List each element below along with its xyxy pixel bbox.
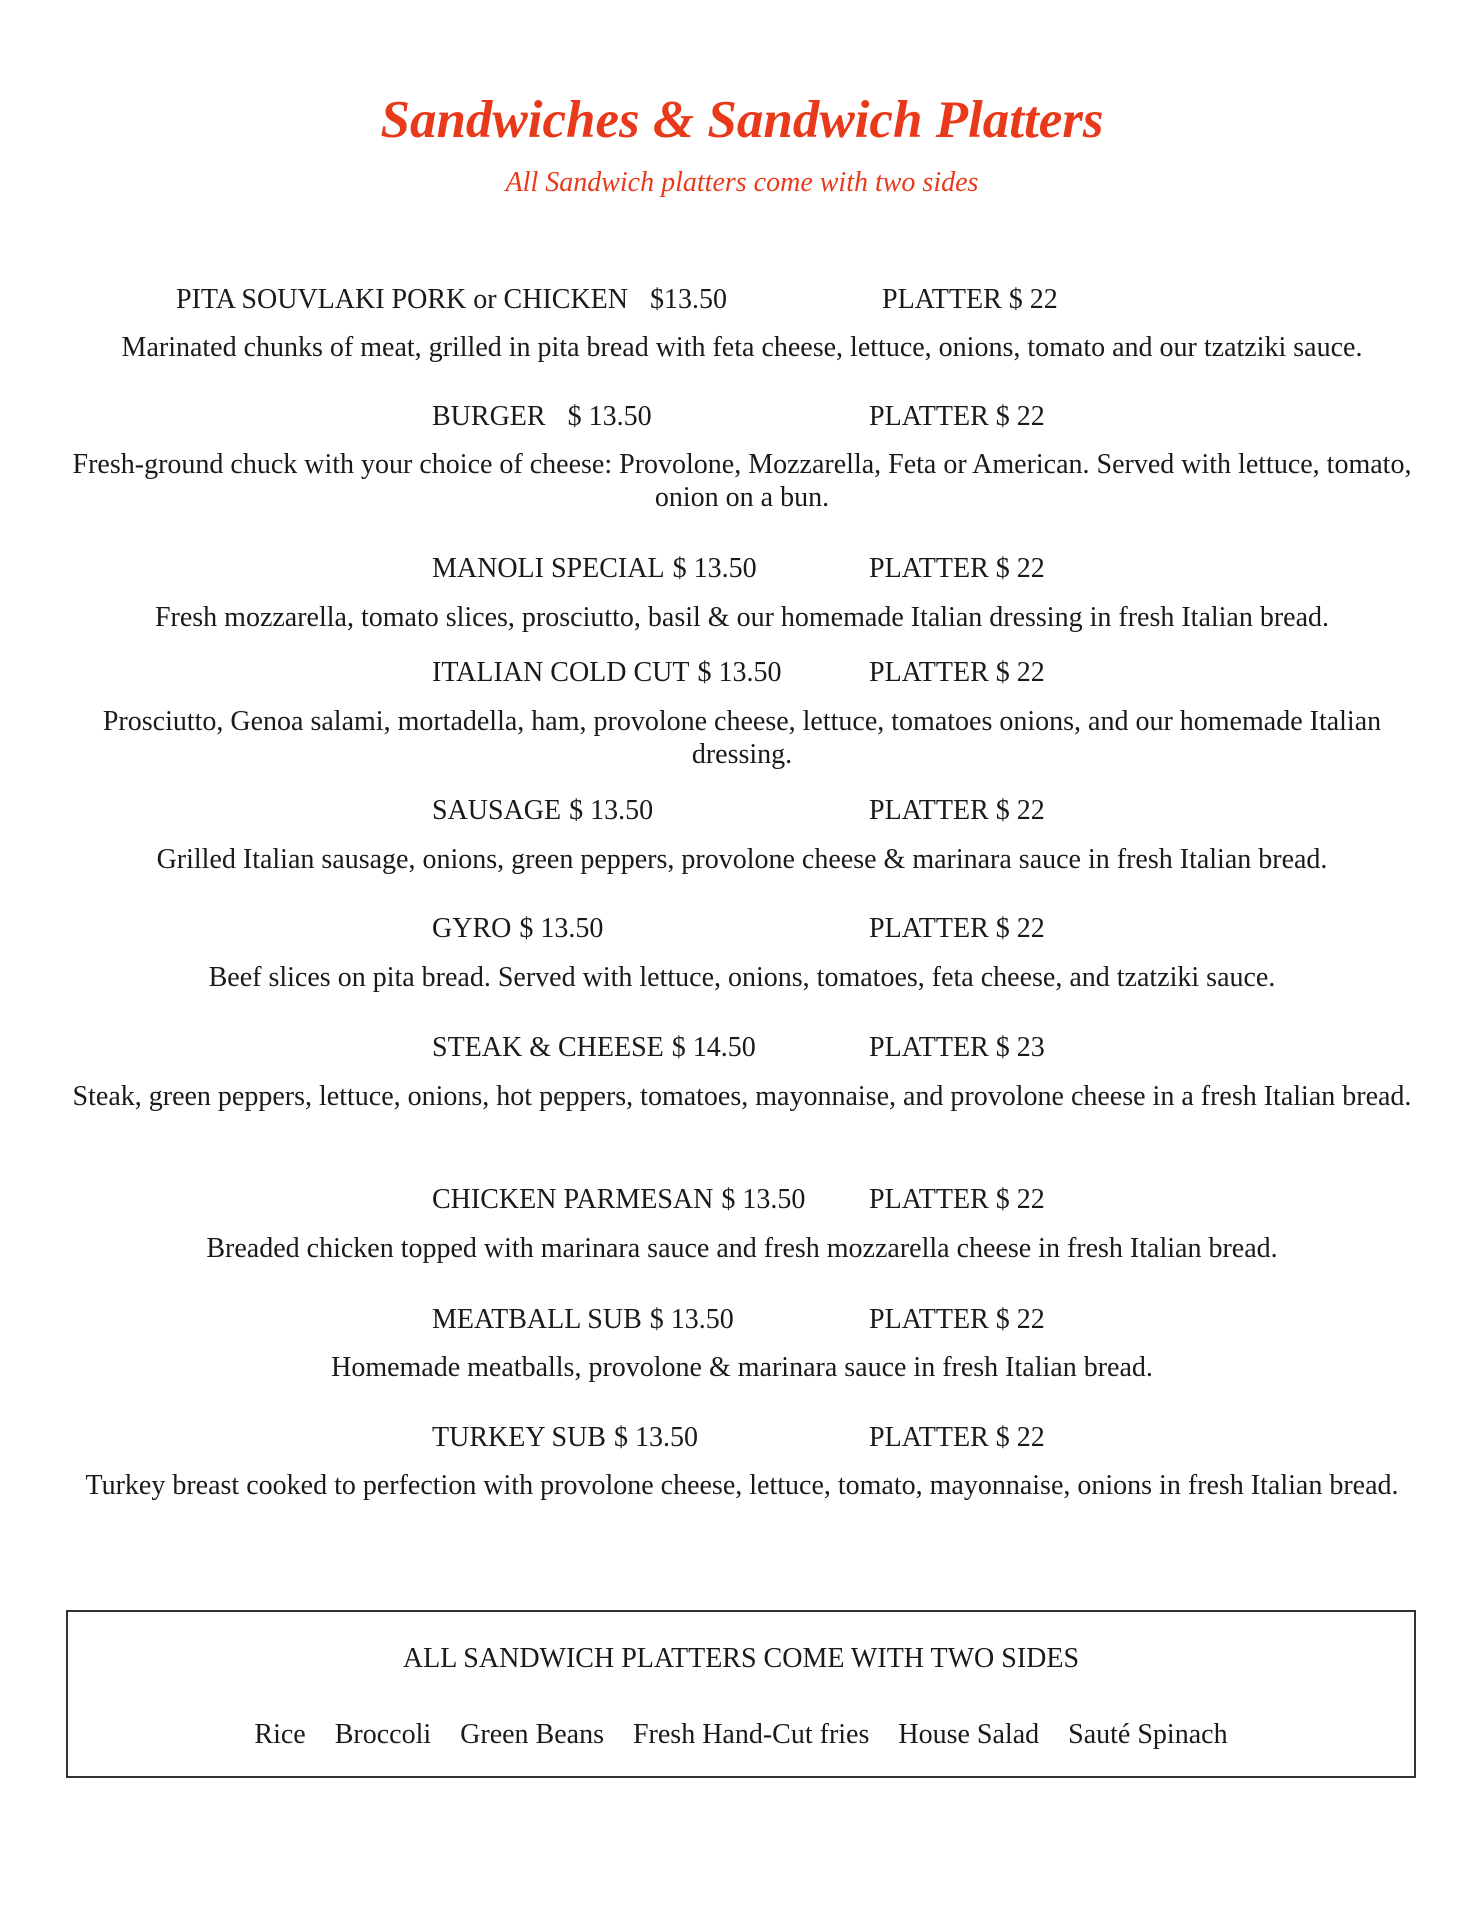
menu-item-name: STEAK & CHEESE <box>432 1032 664 1063</box>
menu-item-title <box>432 1420 698 1456</box>
menu-item-header <box>0 1182 1484 1218</box>
menu-item-price: $ 13.50 <box>649 1304 734 1335</box>
menu-item-price: $ 13.50 <box>697 657 782 688</box>
menu-item-price: $13.50 <box>650 284 727 315</box>
menu-item-platter-price: PLATTER $ 22 <box>869 1304 1045 1335</box>
menu-item-name: SAUSAGE <box>432 795 562 826</box>
menu-item-price: $ 13.50 <box>613 1422 698 1453</box>
menu-item-description: Homemade meatballs, provolone & marinara sauce in fresh Italian bread. <box>331 1352 1153 1383</box>
menu-item-price: $ 13.50 <box>672 553 757 584</box>
menu-item-description: Grilled Italian sausage, onions, green peppers, provolone cheese & marinara sauce in fresh Italian bread. <box>156 844 1328 875</box>
menu-item-name: GYRO <box>432 913 512 944</box>
menu-item-name: PITA SOUVLAKI PORK or CHICKEN <box>176 284 628 315</box>
menu-item-title <box>432 911 603 947</box>
side-option: Green Beans <box>460 1719 604 1750</box>
menu-item-description: Beef slices on pita bread. Served with lettuce, onions, tomatoes, feta cheese, and tzatziki sauce. <box>208 962 1276 993</box>
menu-item-platter-price: PLATTER $ 22 <box>869 1422 1045 1453</box>
menu-item-description: Turkey breast cooked to perfection with provolone cheese, lettuce, tomato, mayonnaise, onions in fresh Italian bread. <box>85 1470 1399 1501</box>
menu-item-platter-price: PLATTER $ 22 <box>869 795 1045 826</box>
side-option: Broccoli <box>334 1719 432 1750</box>
menu-item-platter-price: PLATTER $ 22 <box>882 284 1058 315</box>
menu-item-description: Breaded chicken topped with marinara sauce and fresh mozzarella cheese in fresh Italian bread. <box>206 1233 1278 1264</box>
menu-item-price: $ 14.50 <box>671 1032 756 1063</box>
menu-item-title <box>432 1182 805 1218</box>
menu-item-price: $ 13.50 <box>519 913 604 944</box>
page-title: Sandwiches & Sandwich Platters <box>380 91 1104 149</box>
menu-item-header <box>0 1030 1484 1066</box>
menu-item-header <box>0 655 1484 691</box>
menu-item-header <box>0 1302 1484 1338</box>
menu-item-name: MANOLI SPECIAL <box>432 553 665 584</box>
menu-item-header <box>0 1420 1484 1456</box>
menu-item-name: TURKEY SUB <box>432 1422 606 1453</box>
menu-item-header <box>0 282 1484 318</box>
menu-item-platter-price: PLATTER $ 22 <box>869 913 1045 944</box>
menu-item-description: Steak, green peppers, lettuce, onions, hot peppers, tomatoes, mayonnaise, and provolone cheese in a fresh Italian bread. <box>72 1081 1412 1112</box>
menu-item-description: Marinated chunks of meat, grilled in pita bread with feta cheese, lettuce, onions, tomato and our tzatziki sauce. <box>121 332 1363 363</box>
menu-item-platter-price: PLATTER $ 22 <box>869 401 1045 432</box>
menu-item-description: Prosciutto, Genoa salami, mortadella, ham, provolone cheese, lettuce, tomatoes onions, and our homemade Italian dressing. <box>102 706 1382 770</box>
sides-box-title: ALL SANDWICH PLATTERS COME WITH TWO SIDES <box>402 1643 1080 1674</box>
menu-item-name: CHICKEN PARMESAN <box>432 1184 714 1215</box>
menu-item-title <box>432 399 652 435</box>
menu-item-price: $ 13.50 <box>567 401 652 432</box>
menu-item-title <box>432 1030 756 1066</box>
menu-item-header <box>0 551 1484 587</box>
menu-item-header <box>0 911 1484 947</box>
side-option: Sauté Spinach <box>1068 1719 1228 1750</box>
menu-item-title <box>432 655 782 691</box>
page-subtitle: All Sandwich platters come with two sides <box>505 167 979 198</box>
menu-item-name: ITALIAN COLD CUT <box>432 657 690 688</box>
menu-item-name: MEATBALL SUB <box>432 1304 642 1335</box>
menu-item-title <box>432 551 757 587</box>
menu-item-description: Fresh-ground chuck with your choice of cheese: Provolone, Mozzarella, Feta or American. Served with lettuce, tomato, onion on a bun. <box>72 449 1412 513</box>
sides-list <box>68 1718 1414 1752</box>
menu-item-name: BURGER <box>432 401 546 432</box>
menu-item-title <box>432 793 653 829</box>
sides-box <box>66 1610 1416 1778</box>
menu-item-price: $ 13.50 <box>721 1184 806 1215</box>
menu-item-header <box>0 399 1484 435</box>
side-option: House Salad <box>898 1719 1040 1750</box>
menu-item-platter-price: PLATTER $ 22 <box>869 553 1045 584</box>
menu-item-description: Fresh mozzarella, tomato slices, prosciutto, basil & our homemade Italian dressing in fresh Italian bread. <box>154 602 1330 633</box>
menu-item-header <box>0 793 1484 829</box>
menu-item-platter-price: PLATTER $ 23 <box>869 1032 1045 1063</box>
menu-item-price: $ 13.50 <box>569 795 654 826</box>
menu-item-title <box>432 1302 734 1338</box>
menu-item-platter-price: PLATTER $ 22 <box>869 1184 1045 1215</box>
menu-item-platter-price: PLATTER $ 22 <box>869 657 1045 688</box>
side-option: Fresh Hand-Cut fries <box>632 1719 870 1750</box>
menu-item-title <box>176 282 727 318</box>
side-option: Rice <box>254 1719 306 1750</box>
